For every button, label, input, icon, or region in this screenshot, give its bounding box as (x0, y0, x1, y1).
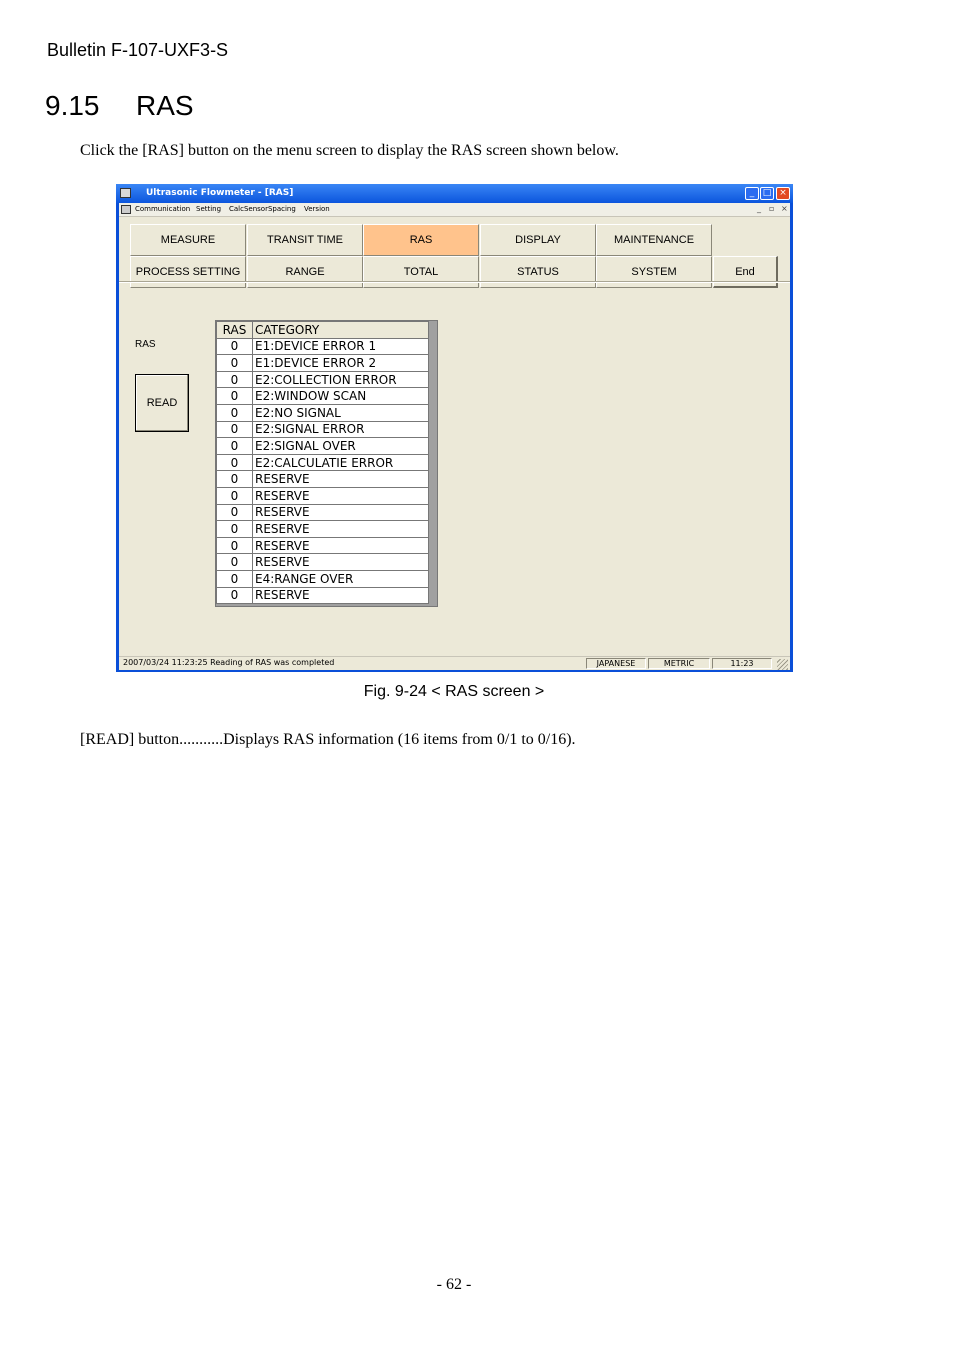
ras-table (216, 321, 429, 604)
table-header-row (217, 322, 429, 339)
header-ras: RAS (217, 322, 253, 339)
ras-category-cell: E1:DEVICE ERROR 1 (253, 338, 429, 355)
desc-leader-dots: ........... (179, 731, 224, 748)
range-button[interactable]: RANGE (247, 256, 363, 288)
status-language: JAPANESE (586, 658, 646, 669)
table-row[interactable] (217, 404, 429, 421)
minimize-button[interactable]: _ (745, 187, 759, 200)
table-row[interactable] (217, 587, 429, 604)
resize-grip-icon[interactable] (777, 659, 788, 670)
ras-category-cell: E1:DEVICE ERROR 2 (253, 355, 429, 372)
status-units: METRIC (648, 658, 710, 669)
window-title: Ultrasonic Flowmeter - [RAS] (146, 188, 294, 198)
ras-value-cell: 0 (217, 471, 253, 488)
figure-caption: Fig. 9-24 < RAS screen > (363, 683, 545, 700)
ras-category-cell: E2:WINDOW SCAN (253, 388, 429, 405)
bulletin-header: Bulletin F-107-UXF3-S (47, 40, 229, 60)
table-row[interactable] (217, 388, 429, 405)
table-row[interactable] (217, 554, 429, 571)
ras-grid[interactable] (215, 320, 438, 607)
ras-value-cell: 0 (217, 454, 253, 471)
title-bar[interactable] (116, 184, 793, 203)
system-button[interactable]: SYSTEM (596, 256, 712, 288)
ras-value-cell: 0 (217, 487, 253, 504)
read-button[interactable]: READ (135, 374, 189, 432)
ras-value-cell: 0 (217, 388, 253, 405)
ras-value-cell: 0 (217, 521, 253, 538)
ras-value-cell: 0 (217, 537, 253, 554)
section-heading (45, 90, 194, 122)
menu-bar (119, 203, 790, 217)
table-row[interactable] (217, 438, 429, 455)
intro-paragraph: Click the [RAS] button on the menu screen to display the RAS screen shown below. (80, 142, 619, 159)
status-button[interactable]: STATUS (480, 256, 596, 288)
ras-category-cell: RESERVE (253, 537, 429, 554)
ras-button[interactable]: RAS (363, 224, 479, 256)
ras-value-cell: 0 (217, 338, 253, 355)
ras-category-cell: RESERVE (253, 471, 429, 488)
menu-version[interactable]: Version (304, 205, 330, 213)
maintenance-button[interactable]: MAINTENANCE (596, 224, 712, 256)
read-button-description (80, 731, 576, 749)
section-number: 9.15 (45, 90, 100, 121)
client-area (119, 203, 790, 669)
ras-value-cell: 0 (217, 421, 253, 438)
table-row[interactable] (217, 504, 429, 521)
table-row[interactable] (217, 471, 429, 488)
maximize-button[interactable]: □ (760, 187, 774, 200)
table-row[interactable] (217, 338, 429, 355)
ras-value-cell: 0 (217, 404, 253, 421)
status-bar (119, 656, 790, 670)
ras-category-cell: E2:CALCULATIE ERROR (253, 454, 429, 471)
table-row[interactable] (217, 355, 429, 372)
ras-value-cell: 0 (217, 570, 253, 587)
document-icon (121, 205, 131, 214)
ras-category-cell: E2:COLLECTION ERROR (253, 371, 429, 388)
status-time: 11:23 (712, 658, 772, 669)
ras-category-cell: E2:NO SIGNAL (253, 404, 429, 421)
ras-value-cell: 0 (217, 371, 253, 388)
header-category: CATEGORY (253, 322, 429, 339)
table-row[interactable] (217, 421, 429, 438)
ras-value-cell: 0 (217, 587, 253, 604)
ras-value-cell: 0 (217, 355, 253, 372)
ras-category-cell: RESERVE (253, 587, 429, 604)
mdi-minimize-button[interactable]: _ (757, 204, 761, 213)
ras-category-cell: RESERVE (253, 521, 429, 538)
close-button[interactable]: × (776, 187, 790, 200)
table-row[interactable] (217, 454, 429, 471)
menu-setting[interactable]: Setting (196, 205, 222, 213)
ras-category-cell: RESERVE (253, 487, 429, 504)
nav-separator (119, 281, 790, 283)
measure-button[interactable]: MEASURE (130, 224, 246, 256)
mdi-close-button[interactable]: × (781, 204, 788, 213)
ras-category-cell: E2:SIGNAL ERROR (253, 421, 429, 438)
ras-value-cell: 0 (217, 438, 253, 455)
table-row[interactable] (217, 487, 429, 504)
desc-text: Displays RAS information (16 items from 0/1 to 0/16). (223, 731, 576, 748)
process-setting-button[interactable]: PROCESS SETTING (130, 256, 246, 288)
app-window (116, 184, 793, 672)
menu-calcsensorspacing[interactable]: CalcSensorSpacing (229, 205, 296, 213)
end-button[interactable]: End (713, 256, 778, 288)
mdi-restore-button[interactable]: ▫ (769, 204, 775, 213)
table-row[interactable] (217, 521, 429, 538)
menu-communication[interactable]: Communication (135, 205, 191, 213)
ras-value-cell: 0 (217, 504, 253, 521)
transit-time-button[interactable]: TRANSIT TIME (247, 224, 363, 256)
ras-category-cell: E4:RANGE OVER (253, 570, 429, 587)
section-title: RAS (136, 90, 194, 121)
total-button[interactable]: TOTAL (363, 256, 479, 288)
page-number: - 62 - (436, 1276, 472, 1293)
display-button[interactable]: DISPLAY (480, 224, 596, 256)
desc-term: [READ] button (80, 731, 180, 748)
ras-category-cell: RESERVE (253, 504, 429, 521)
table-row[interactable] (217, 570, 429, 587)
status-message: 2007/03/24 11:23:25 Reading of RAS was completed (123, 658, 335, 667)
table-row[interactable] (217, 371, 429, 388)
ras-value-cell: 0 (217, 554, 253, 571)
ras-label: RAS (135, 339, 156, 350)
table-row[interactable] (217, 537, 429, 554)
ras-category-cell: RESERVE (253, 554, 429, 571)
app-icon (120, 188, 131, 198)
ras-category-cell: E2:SIGNAL OVER (253, 438, 429, 455)
